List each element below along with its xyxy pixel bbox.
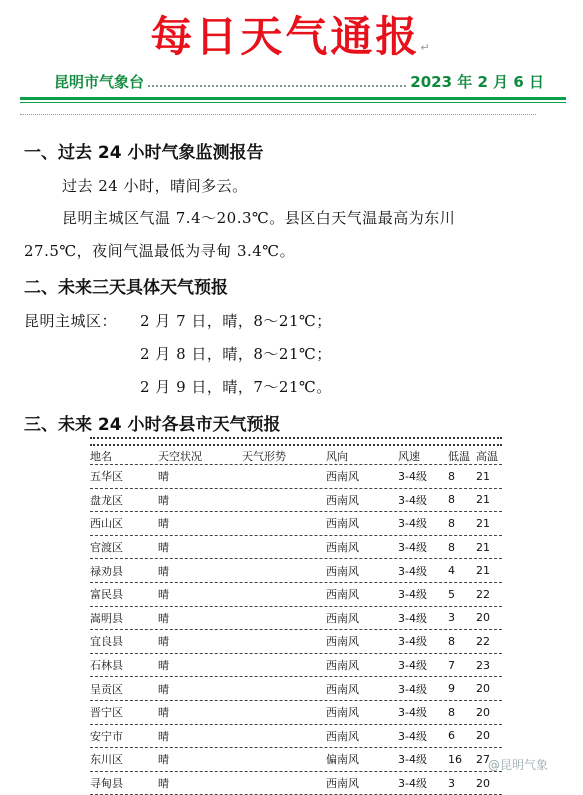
cell-wind-dir: 西南风 (326, 659, 359, 673)
table-row (90, 536, 502, 560)
cell-low: 5 (448, 587, 455, 601)
cell-place: 寻甸县 (90, 777, 123, 791)
cell-low: 8 (448, 634, 455, 648)
green-rule-thin (20, 102, 566, 103)
cell-place: 东川区 (90, 753, 123, 767)
cell-high: 22 (476, 634, 490, 648)
cell-place: 石林县 (90, 659, 123, 673)
cell-low: 4 (448, 564, 455, 578)
section2-label: 昆明主城区： (24, 312, 118, 330)
cell-sky: 晴 (158, 777, 169, 791)
cell-wind-speed: 3-4级 (398, 517, 427, 531)
cell-sky: 晴 (158, 588, 169, 602)
cell-high: 20 (476, 682, 490, 696)
cell-sky: 晴 (158, 706, 169, 720)
col-header-low: 低温 (448, 450, 470, 463)
cell-low: 7 (448, 658, 455, 672)
table-body (90, 465, 502, 795)
cell-sky: 晴 (158, 564, 169, 578)
table-row (90, 607, 502, 631)
cell-high: 20 (476, 705, 490, 719)
table-row (90, 583, 502, 607)
cell-wind-speed: 3-4级 (398, 635, 427, 649)
table-row (90, 654, 502, 678)
cell-low: 16 (448, 752, 462, 766)
table-row (90, 748, 502, 772)
forecast-day-2: 2 月 8 日，晴，8～21℃； (140, 345, 332, 363)
table-row (90, 465, 502, 489)
bulletin-title: 每日天气通报↵ (150, 12, 433, 61)
cell-wind-dir: 西南风 (326, 611, 359, 625)
table-top-border (90, 437, 502, 446)
cell-high: 21 (476, 469, 490, 483)
table-row (90, 559, 502, 583)
green-rule-thick (20, 97, 566, 100)
cell-high: 20 (476, 776, 490, 790)
cell-wind-speed: 3-4级 (398, 588, 427, 602)
cell-wind-dir: 西南风 (326, 517, 359, 531)
cell-low: 3 (448, 776, 455, 790)
cell-wind-speed: 3-4级 (398, 564, 427, 578)
table-row (90, 677, 502, 701)
cell-sky: 晴 (158, 753, 169, 767)
dotted-rule (20, 114, 536, 115)
table-row (90, 630, 502, 654)
cell-wind-speed: 3-4级 (398, 729, 427, 743)
cell-place: 官渡区 (90, 541, 123, 555)
section1-line1: 过去 24 小时，晴间多云。 (62, 177, 248, 195)
cell-wind-speed: 3-4级 (398, 493, 427, 507)
cell-place: 宜良县 (90, 635, 123, 649)
county-forecast-table (90, 437, 502, 795)
cell-low: 8 (448, 469, 455, 483)
cell-wind-speed: 3-4级 (398, 611, 427, 625)
cell-low: 6 (448, 729, 455, 743)
section1-line3: 27.5℃，夜间气温最低为寻甸 3.4℃。 (24, 242, 296, 260)
cell-wind-dir: 西南风 (326, 541, 359, 555)
table-row (90, 725, 502, 749)
cell-place: 呈贡区 (90, 682, 123, 696)
col-header-place: 地名 (90, 450, 112, 463)
cell-low: 8 (448, 540, 455, 554)
cell-high: 22 (476, 587, 490, 601)
section3-heading: 三、未来 24 小时各县市天气预报 (24, 415, 281, 435)
bulletin-date: 2023 年 2 月 6 日 (410, 72, 544, 91)
table-row (90, 512, 502, 536)
cell-wind-speed: 3-4级 (398, 659, 427, 673)
cell-sky: 晴 (158, 659, 169, 673)
weibo-watermark: @昆明气象 (488, 758, 549, 772)
cell-high: 20 (476, 729, 490, 743)
section1-heading: 一、过去 24 小时气象监测报告 (24, 143, 264, 163)
cell-place: 禄劝县 (90, 564, 123, 578)
cell-wind-speed: 3-4级 (398, 706, 427, 720)
cell-wind-dir: 西南风 (326, 470, 359, 484)
cell-sky: 晴 (158, 611, 169, 625)
cell-high: 27 (476, 752, 490, 766)
cell-wind-speed: 3-4级 (398, 777, 427, 791)
cell-wind-dir: 西南风 (326, 682, 359, 696)
cell-wind-dir: 西南风 (326, 777, 359, 791)
cell-wind-speed: 3-4级 (398, 753, 427, 767)
cell-wind-dir: 西南风 (326, 729, 359, 743)
cell-wind-dir: 西南风 (326, 588, 359, 602)
cell-low: 9 (448, 682, 455, 696)
cell-sky: 晴 (158, 470, 169, 484)
cell-high: 21 (476, 540, 490, 554)
cell-place: 嵩明县 (90, 611, 123, 625)
cell-wind-dir: 西南风 (326, 493, 359, 507)
cell-high: 20 (476, 611, 490, 625)
col-header-sky: 天空状况 (158, 450, 202, 463)
table-header-row (90, 448, 502, 465)
agency-date-line (54, 70, 544, 92)
cell-place: 五华区 (90, 470, 123, 484)
cell-low: 3 (448, 611, 455, 625)
forecast-day-3: 2 月 9 日，晴，7～21℃。 (140, 378, 332, 396)
cell-high: 21 (476, 564, 490, 578)
cell-sky: 晴 (158, 541, 169, 555)
section2-heading: 二、未来三天具体天气预报 (24, 278, 228, 298)
section1-line2: 昆明主城区气温 7.4～20.3℃。县区白天气温最高为东川 (62, 209, 456, 227)
col-header-wind-speed: 风速 (398, 450, 420, 463)
cell-sky: 晴 (158, 635, 169, 649)
dotted-leader (148, 76, 406, 87)
cell-place: 晋宁区 (90, 706, 123, 720)
cell-place: 盘龙区 (90, 493, 123, 507)
cell-wind-speed: 3-4级 (398, 541, 427, 555)
col-header-wind-dir: 风向 (326, 450, 348, 463)
cell-place: 安宁市 (90, 729, 123, 743)
forecast-day-1: 2 月 7 日，晴，8～21℃； (140, 312, 332, 330)
cell-place: 富民县 (90, 588, 123, 602)
cell-sky: 晴 (158, 493, 169, 507)
col-header-high: 高温 (476, 450, 498, 463)
cell-sky: 晴 (158, 682, 169, 696)
cell-wind-dir: 偏南风 (326, 753, 359, 767)
cell-wind-dir: 西南风 (326, 706, 359, 720)
paragraph-mark: ↵ (420, 41, 433, 54)
cell-wind-dir: 西南风 (326, 564, 359, 578)
cell-sky: 晴 (158, 517, 169, 531)
cell-high: 21 (476, 493, 490, 507)
table-row (90, 701, 502, 725)
cell-sky: 晴 (158, 729, 169, 743)
table-row (90, 772, 502, 795)
col-header-pattern: 天气形势 (242, 450, 286, 463)
cell-wind-speed: 3-4级 (398, 470, 427, 484)
cell-place: 西山区 (90, 517, 123, 531)
cell-low: 8 (448, 516, 455, 530)
cell-low: 8 (448, 705, 455, 719)
cell-wind-dir: 西南风 (326, 635, 359, 649)
cell-low: 8 (448, 493, 455, 507)
cell-high: 23 (476, 658, 490, 672)
agency-name: 昆明市气象台 (54, 72, 145, 91)
cell-wind-speed: 3-4级 (398, 682, 427, 696)
table-row (90, 489, 502, 513)
cell-high: 21 (476, 516, 490, 530)
